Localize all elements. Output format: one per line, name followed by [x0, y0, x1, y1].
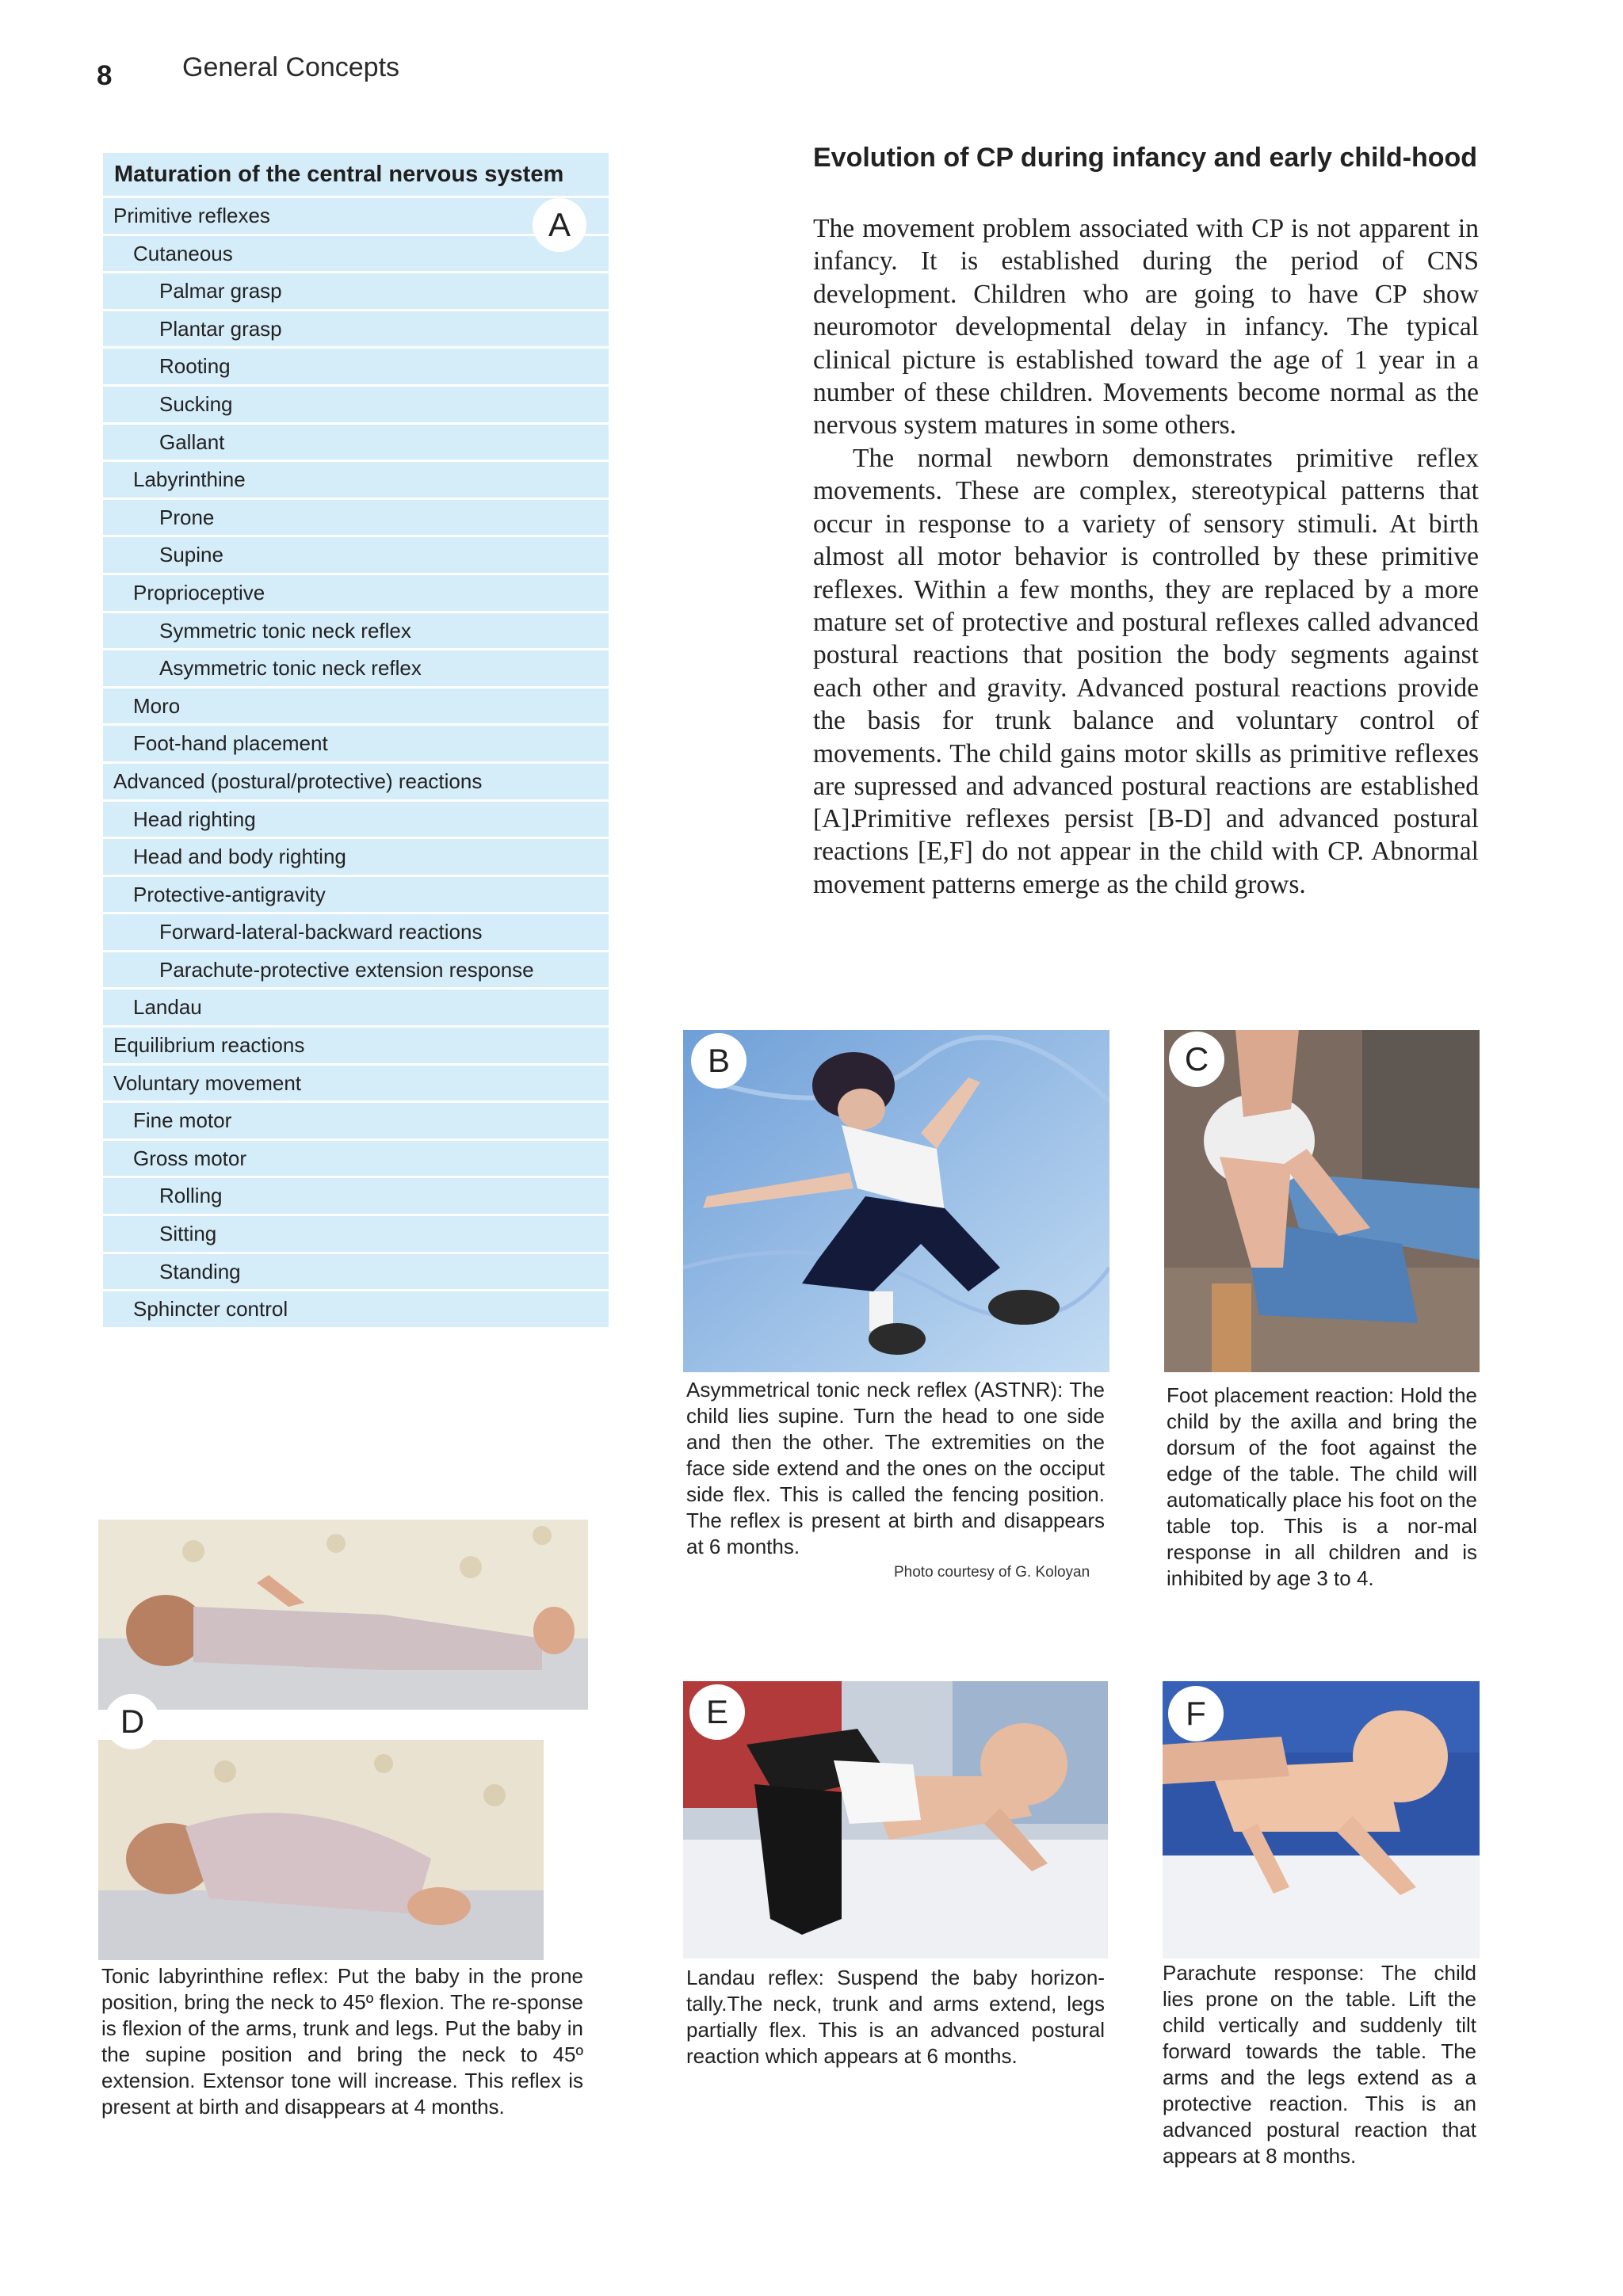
- table-row: Primitive reflexes: [103, 198, 609, 236]
- photo-astnr: [683, 1030, 1109, 1372]
- table-row: Standing: [103, 1254, 609, 1292]
- photo-credit: Photo courtesy of G. Koloyan: [894, 1564, 1090, 1581]
- table-row: Prone: [103, 500, 609, 538]
- caption-landau: Landau reflex: Suspend the baby horizon-tally.The neck, trunk and arms extend, legs partially flex. This is an advanced postural reaction which appears at 6 months.: [686, 1966, 1105, 2068]
- table-row: Parachute-protective extension response: [103, 952, 609, 990]
- table-row: Landau: [103, 990, 609, 1028]
- figure-badge-e: E: [689, 1684, 745, 1740]
- photo-landau-illustration: [683, 1681, 1108, 1958]
- photo-landau: [683, 1681, 1108, 1958]
- table-row: Moro: [103, 688, 609, 727]
- photo-tlr-supine: [98, 1520, 588, 1710]
- table-row: Cutaneous: [103, 236, 609, 274]
- table-row: Supine: [103, 537, 609, 575]
- article-paragraph-1: The movement problem associated with CP is not apparent in infancy. It is established during the period of CNS development. Children who are going to have CP show neuromotor developmental delay in infancy. The typical clinical picture is established toward the age of 1 year in a number of these children. Movements become normal as the nervous system matures in some others.: [813, 214, 1479, 441]
- table-row: Labyrinthine: [103, 462, 609, 500]
- figure-badge-d: D: [105, 1694, 160, 1749]
- caption-foot-placement: Foot placement reaction: Hold the child by the axilla and bring the dorsum of the foot against the edge of the table. The child will automatically place his foot on the table top. This is a nor-mal response in all children and is inhibited by age 3 to 4.: [1167, 1383, 1477, 1590]
- article-heading: Evolution of CP during infancy and early child-hood: [813, 143, 1478, 173]
- caption-astnr: Asymmetrical tonic neck reflex (ASTNR): The child lies supine. Turn the head to one side and then the other. The extremities on the face side extend and the ones on the occiput side flex. This is called the fencing position. The reflex is present at birth and disappears at 6 months.: [686, 1378, 1105, 1558]
- table-row: Advanced (postural/protective) reactions: [103, 764, 609, 802]
- table-row: Proprioceptive: [103, 575, 609, 613]
- table-row: Foot-hand placement: [103, 726, 609, 764]
- photo-astnr-illustration: [683, 1030, 1109, 1372]
- table-row: Symmetric tonic neck reflex: [103, 613, 609, 651]
- article-paragraph-2: The normal newborn demonstrates primitive reflex movements. These are complex, stereotypical patterns that occur in response to a variety of sensory stimuli. At birth almost all motor behavior is controlled by these primitive reflexes. Within a few months, they are replaced by a more mature set of protective and postural reflexes called advanced postural reactions that position the body segments against each other and gravity. Advanced postural reactions provide the basis for trunk balance and voluntary control of movements. The child gains motor skills as primitive reflexes are supressed and advanced postural reactions are established [A].: [813, 444, 1479, 834]
- article-paragraph-3: Primitive reflexes persist [B-D] and advanced postural reactions [E,F] do not appear in the child with CP. Abnormal movement patterns emerge as the child grows.: [813, 804, 1479, 899]
- figure-badge-c: C: [1169, 1032, 1224, 1087]
- table-row: Plantar grasp: [103, 311, 609, 349]
- photo-tlr-prone-illustration: [98, 1740, 544, 1960]
- caption-parachute: Parachute response: The child lies prone on the table. Lift the child vertically and suddenly tilt forward towards the table. The arms and the legs extend as a protective reaction. This is an advanced postural reaction that appears at 8 months.: [1163, 1961, 1476, 2168]
- table-row: Rooting: [103, 349, 609, 387]
- table-row: Forward-lateral-backward reactions: [103, 914, 609, 952]
- table-row: Equilibrium reactions: [103, 1028, 609, 1066]
- table-row: Sitting: [103, 1216, 609, 1254]
- table-row: Asymmetric tonic neck reflex: [103, 650, 609, 688]
- table-row: Gross motor: [103, 1141, 609, 1179]
- table-row: Sphincter control: [103, 1291, 609, 1329]
- photo-tlr-supine-illustration: [98, 1520, 588, 1710]
- figure-badge-a: A: [533, 198, 586, 252]
- figure-badge-f: F: [1168, 1686, 1224, 1741]
- table-rows: [103, 198, 609, 1329]
- running-head: General Concepts: [182, 52, 400, 82]
- caption-tlr: Tonic labyrinthine reflex: Put the baby in the prone position, bring the neck to 45º flexion. The re-sponse is flexion of the arms, trunk and legs. Put the baby in the supine position and bring the neck to 45º extension. Extensor tone will increase. This reflex is present at birth and disappears at 4 months.: [101, 1964, 583, 2119]
- table-row: Palmar grasp: [103, 273, 609, 311]
- table-row: Sucking: [103, 387, 609, 425]
- table-row: Rolling: [103, 1178, 609, 1216]
- table-row: Head righting: [103, 802, 609, 840]
- table-row: Voluntary movement: [103, 1066, 609, 1104]
- photo-tlr-prone: [98, 1740, 544, 1960]
- table-title: Maturation of the central nervous system: [103, 153, 609, 198]
- table-row: Fine motor: [103, 1103, 609, 1141]
- table-row: Head and body righting: [103, 839, 609, 877]
- maturation-table: [103, 153, 609, 1329]
- table-row: Gallant: [103, 425, 609, 463]
- table-row: Protective-antigravity: [103, 877, 609, 915]
- page-number: 8: [97, 60, 113, 91]
- figure-badge-b: B: [691, 1033, 747, 1089]
